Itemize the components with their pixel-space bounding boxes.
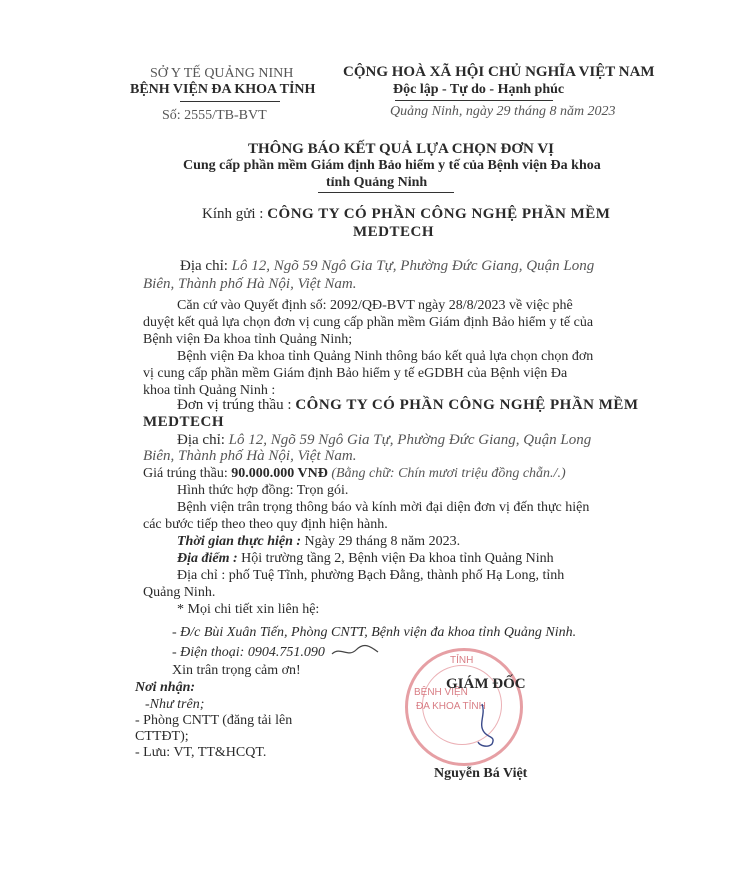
place-date: Quảng Ninh, ngày 29 tháng 8 năm 2023 — [390, 104, 616, 119]
contact-intro: * Mọi chi tiết xin liên hệ: — [177, 602, 320, 617]
thanks-line: Xin trân trọng cảm ơn! — [172, 663, 301, 678]
announce-line3: khoa tỉnh Quảng Ninh : — [143, 383, 276, 398]
recipients-title: Nơi nhận: — [135, 680, 196, 695]
title-underline — [318, 192, 454, 193]
recipient-label: Kính gửi : — [202, 206, 268, 222]
price-in-words: (Bằng chữ: Chín mươi triệu đồng chẵn./.) — [327, 466, 566, 481]
price-value: 90.000.000 VNĐ — [231, 466, 328, 481]
recipient-company: CÔNG TY CÓ PHẦN CÔNG NGHỆ PHẦN MỀM — [267, 206, 611, 222]
recipient-line — [202, 206, 610, 223]
price-label: Giá trúng thầu: — [143, 466, 232, 481]
price-line — [143, 466, 566, 482]
recipient-company-line2: MEDTECH — [353, 224, 435, 240]
contact-phone: - Điện thoại: 0904.751.090 — [172, 645, 325, 660]
stamp-text-line1: BỆNH VIỆN — [414, 687, 468, 698]
time-line — [177, 534, 460, 550]
ministry-name: SỞ Y TẾ QUẢNG NINH — [150, 66, 294, 81]
venue-label: Địa điểm : — [177, 551, 242, 566]
motto-underline — [395, 100, 553, 101]
winner-company-line2: MEDTECH — [143, 414, 225, 430]
winner-label: Đơn vị trúng thầu : — [177, 397, 296, 413]
time-label: Thời gian thực hiện : — [177, 534, 305, 549]
contact-person: - Đ/c Bùi Xuân Tiến, Phòng CNTT, Bệnh viện đa khoa tỉnh Quảng Ninh. — [172, 625, 577, 640]
venue-line — [177, 551, 554, 567]
recipient-item-2-cont: CTTĐT); — [135, 729, 189, 744]
document-number: Số: 2555/TB-BVT — [162, 108, 267, 123]
address1-label: Địa chỉ: — [180, 258, 232, 274]
handwritten-signature — [468, 700, 508, 750]
republic-heading: CỘNG HOÀ XÃ HỘI CHỦ NGHĨA VIỆT NAM — [343, 64, 655, 80]
motto: Độc lập - Tự do - Hạnh phúc — [393, 82, 565, 97]
recipient-item-1: -Như trên; — [145, 697, 205, 712]
notice-subtitle-line2: tỉnh Quảng Ninh — [326, 175, 428, 190]
address1-line1 — [180, 258, 594, 275]
venue-value: Hội trường tầng 2, Bệnh viện Đa khoa tỉnh Quảng Ninh — [241, 551, 554, 566]
winner-company: CÔNG TY CÓ PHẦN CÔNG NGHỆ PHẦN MỀM — [295, 397, 639, 413]
contract-type: Hình thức hợp đồng: Trọn gói. — [177, 483, 349, 498]
stamp-top-text: TỈNH — [450, 655, 474, 666]
address2-line2: Biên, Thành phố Hà Nội, Việt Nam. — [143, 448, 357, 464]
hospital-underline — [180, 101, 280, 102]
signer-role: GIÁM ĐỐC — [446, 676, 526, 692]
basis-line2: duyệt kết quả lựa chọn đơn vị cung cấp phần mềm Giám định Bảo hiểm y tế của — [143, 315, 594, 330]
recipient-item-3: - Lưu: VT, TT&HCQT. — [135, 745, 267, 760]
basis-line1: Căn cứ vào Quyết định số: 2092/QĐ-BVT ngày 28/8/2023 về việc phê — [177, 298, 573, 313]
address2-value: Lô 12, Ngõ 59 Ngô Gia Tự, Phường Đức Giang, Quận Long — [228, 432, 592, 448]
invite-line2: các bước tiếp theo theo quy định hiện hành. — [143, 517, 388, 532]
address2-line1 — [177, 432, 591, 449]
notice-subtitle-line1: Cung cấp phần mềm Giám định Bảo hiểm y tế của Bệnh viện Đa khoa — [183, 158, 601, 173]
stamp-text-line2: ĐA KHOA TỈNH — [416, 701, 486, 712]
address1-line2: Biên, Thành phố Hà Nội, Việt Nam. — [143, 276, 357, 292]
winner-line1 — [177, 397, 639, 414]
venue-address-line2: Quảng Ninh. — [143, 585, 216, 600]
address1-value: Lô 12, Ngõ 59 Ngô Gia Tự, Phường Đức Giang, Quận Long — [231, 258, 595, 274]
signer-name: Nguyễn Bá Việt — [434, 766, 528, 781]
hospital-name: BỆNH VIỆN ĐA KHOA TỈNH — [130, 82, 316, 97]
basis-line3: Bệnh viện Đa khoa tỉnh Quảng Ninh; — [143, 332, 353, 347]
invite-line1: Bệnh viện trân trọng thông báo và kính mời đại diện đơn vị đến thực hiện — [177, 500, 590, 515]
recipient-item-2: - Phòng CNTT (đăng tải lên — [135, 713, 293, 728]
announce-line1: Bệnh viện Đa khoa tỉnh Quảng Ninh thông báo kết quả lựa chọn chọn đơn — [177, 349, 594, 364]
time-value: Ngày 29 tháng 8 năm 2023. — [304, 534, 461, 549]
initial-scribble — [330, 640, 380, 662]
address2-label: Địa chỉ: — [177, 432, 229, 448]
announce-line2: vị cung cấp phần mềm Giám định Bảo hiểm y tế eGDBH của Bệnh viện Đa — [143, 366, 568, 381]
notice-title: THÔNG BÁO KẾT QUẢ LỰA CHỌN ĐƠN VỊ — [248, 141, 555, 157]
venue-address-line1: Địa chỉ : phố Tuệ Tĩnh, phường Bạch Đằng, thành phố Hạ Long, tỉnh — [177, 568, 565, 583]
